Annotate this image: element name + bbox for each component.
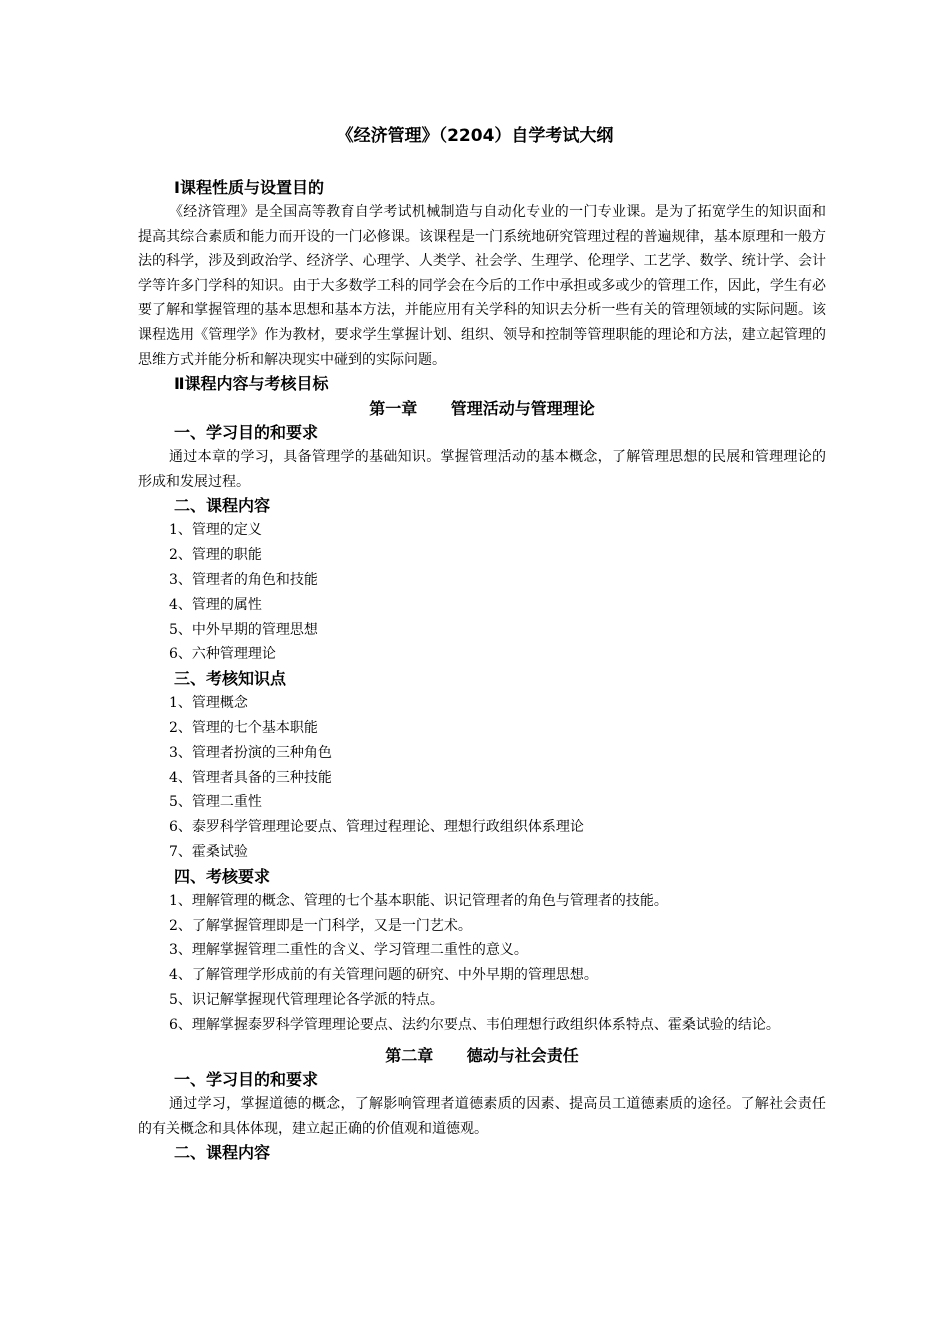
list-item: 6、泰罗科学管理理论要点、管理过程理论、理想行政组织体系理论	[169, 819, 584, 836]
chapter1-heading: 第一章 管理活动与管理理论	[369, 399, 595, 419]
list-item: 6、六种管理理论	[169, 646, 276, 663]
ch1-requirements-heading: 四、考核要求	[174, 866, 271, 886]
list-item: 1、管理概念	[169, 695, 248, 712]
list-item: 4、了解管理学形成前的有关管理问题的研究、中外早期的管理思想。	[169, 967, 598, 984]
document-body	[138, 176, 826, 1165]
ch1-content-heading: 二、课程内容	[174, 496, 271, 516]
list-item: 4、管理者具备的三种技能	[169, 769, 332, 786]
list-item: 2、了解掌握管理即是一门科学，又是一门艺术。	[169, 917, 472, 934]
ch1-knowledge-list	[138, 691, 826, 865]
ch2-goals-text: 通过学习，掌握道德的概念，了解影响管理者道德素质的因素、提高员工道德素质的途径。了解社会责任的有关概念和具体体现，建立起正确的价值观和道德观。	[138, 1096, 826, 1137]
part1-paragraph: 《经济管理》是全国高等教育自学考试机械制造与自动化专业的一门专业课。是为了拓宽学生的知识面和提高其综合素质和能力而开设的一门必修课。该课程是一门系统地研究管理过程的普遍规律，基本原理和一般方法的科学，涉及到政治学、经济学、心理学、人类学、社会学、生理学、伦理学、工艺学、数学、统计学、会计学等许多门学科的知识。由于大多数学工科的同学会在今后的工作中承担或多或少的管理工作，因此，学生有必要了解和掌握管理的基本思想和基本方法，并能应用有关学科的知识去分析一些有关的管理领域的实际问题。该课程选用《管理学》作为教材，要求学生掌握计划、组织、领导和控制等管理职能的理论和方法，建立起管理的思维方式并能分析和解决现实中碰到的实际问题。	[138, 204, 826, 368]
list-item: 7、霍桑试验	[169, 843, 248, 860]
ch1-goals-heading: 一、学习目的和要求	[174, 423, 319, 443]
part1-heading: Ⅰ课程性质与设置目的	[174, 178, 324, 197]
part2-heading: Ⅱ课程内容与考核目标	[174, 374, 329, 394]
list-item: 2、管理的职能	[169, 547, 262, 564]
list-item: 5、管理二重性	[169, 794, 262, 811]
list-item: 5、中外早期的管理思想	[169, 621, 318, 638]
list-item: 3、管理者扮演的三种角色	[169, 744, 332, 761]
chapter2-heading: 第二章 德动与社会责任	[385, 1046, 579, 1066]
list-item: 2、管理的七个基本职能	[169, 719, 318, 736]
ch2-content-heading: 二、课程内容	[174, 1143, 271, 1163]
ch1-requirements-list	[138, 889, 826, 1038]
list-item: 3、理解掌握管理二重性的含义、学习管理二重性的意义。	[169, 942, 528, 959]
list-item: 5、识记解掌握现代管理理论各学派的特点。	[169, 991, 444, 1008]
document-title: 《经济管理》（2204）自学考试大纲	[336, 126, 614, 146]
ch1-goals-text: 通过本章的学习，具备管理学的基础知识。掌握管理活动的基本概念，了解管理思想的民展和管理理论的形成和发展过程。	[138, 449, 826, 490]
list-item: 4、管理的属性	[169, 596, 262, 613]
list-item: 1、理解管理的概念、管理的七个基本职能、识记管理者的角色与管理者的技能。	[169, 892, 668, 909]
list-item: 3、管理者的角色和技能	[169, 571, 318, 588]
list-item: 1、管理的定义	[169, 522, 262, 539]
ch2-goals-heading: 一、学习目的和要求	[174, 1070, 319, 1090]
list-item: 6、理解掌握泰罗科学管理理论要点、法约尔要点、韦伯理想行政组织体系特点、霍桑试验的结论。	[169, 1016, 780, 1033]
ch1-content-list	[138, 518, 826, 667]
ch1-knowledge-heading: 三、考核知识点	[174, 669, 287, 689]
